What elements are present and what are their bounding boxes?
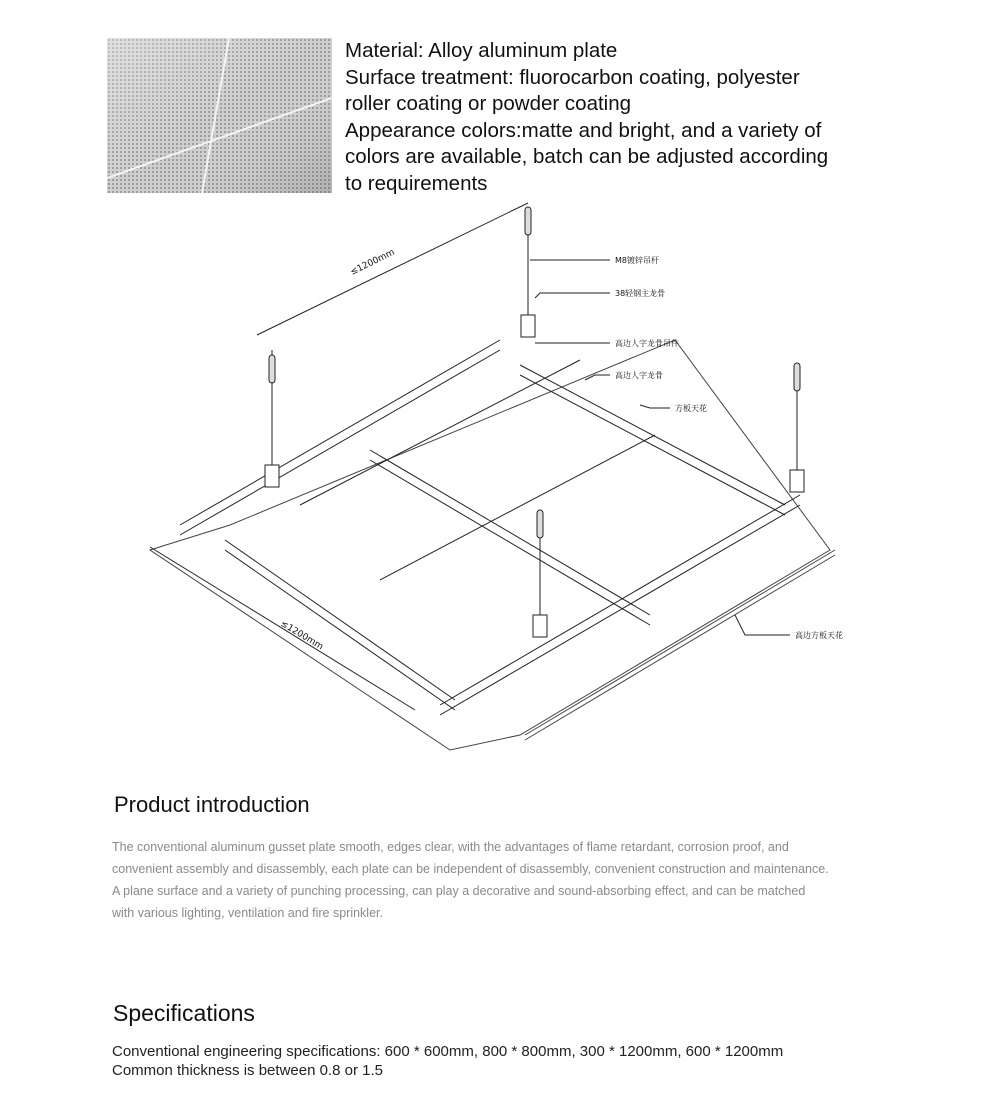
material-line: Surface treatment: fluorocarbon coating, polyester (345, 65, 800, 89)
product-introduction-heading: Product introduction (114, 792, 310, 817)
material-line: to requirements (345, 171, 488, 195)
label-square-panel: 方板天花 (675, 404, 707, 413)
intro-line: convenient assembly and disassembly, each plate can be independent of disassembly, convenient construction and maintenance. (112, 862, 829, 876)
specifications-heading: Specifications (113, 1000, 255, 1026)
material-line: Appearance colors:matte and bright, and a variety of (345, 118, 822, 142)
dimension-top: ≤1200mm (348, 247, 397, 278)
perforated-panel-photo (107, 38, 332, 193)
material-line: Material: Alloy aluminum plate (345, 39, 618, 62)
label-keel-hanger: 高边人字龙骨吊件 (615, 339, 679, 348)
intro-line: The conventional aluminum gusset plate smooth, edges clear, with the advantages of flame retardant, corrosion proof, and (112, 840, 789, 854)
label-herringbone-keel: 高边人字龙骨 (615, 371, 663, 380)
intro-line: A plane surface and a variety of punching processing, can play a decorative and sound-absorbing effect, and can be matched (112, 884, 806, 898)
spec-line: Conventional engineering specifications: 600 * 600mm, 800 * 800mm, 300 * 1200mm, 600 * 1200mm (112, 1043, 784, 1060)
perforated-panel-image (107, 38, 332, 193)
dimension-bottom: ≤1200mm (278, 618, 325, 653)
material-line: roller coating or powder coating (345, 92, 632, 115)
material-description (345, 38, 905, 197)
specifications-body (112, 1042, 783, 1080)
label-main-keel: 38轻钢主龙骨 (615, 289, 666, 298)
product-introduction-body (112, 836, 892, 924)
label-high-edge-panel: 高边方板天花 (795, 631, 843, 640)
ceiling-installation-diagram (130, 195, 890, 755)
label-rod: M8镀锌吊杆 (615, 256, 659, 265)
spec-line: Common thickness is between 0.8 or 1.5 (112, 1062, 383, 1079)
material-line: colors are available, batch can be adjusted according (345, 145, 829, 168)
intro-line: with various lighting, ventilation and fire sprinkler. (112, 906, 383, 920)
